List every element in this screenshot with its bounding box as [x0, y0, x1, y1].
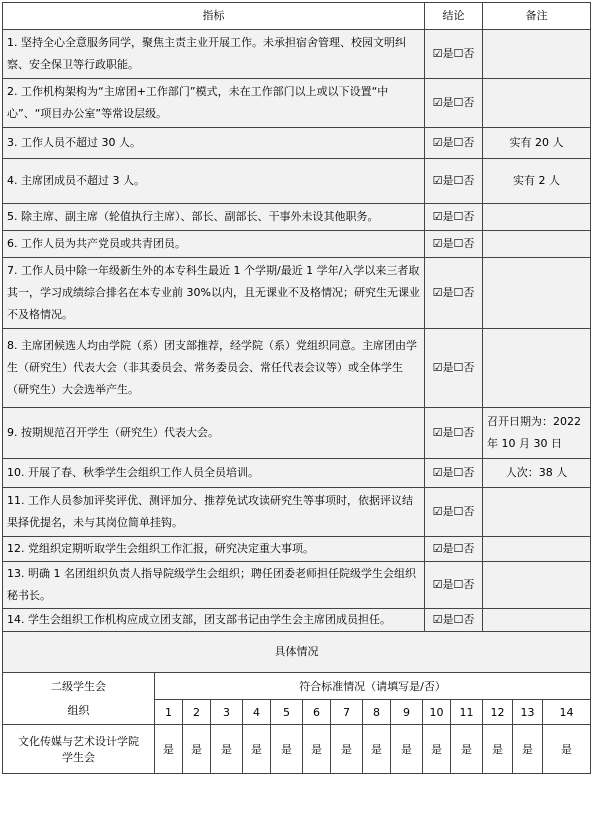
criterion-remark [483, 537, 591, 562]
criterion-result: ☑是☐否 [425, 79, 483, 128]
criterion-remark: 召开日期为：2022 年 10 月 30 日 [483, 408, 591, 459]
header-remark: 备注 [483, 3, 591, 30]
table-row [3, 79, 591, 128]
specific-situation-title: 具体情况 [3, 632, 591, 673]
table-row [3, 488, 591, 537]
compliance-value: 是 [423, 725, 451, 774]
criterion-number: 4 [243, 700, 271, 725]
criterion-number: 12 [483, 700, 513, 725]
org-value-row [3, 725, 591, 774]
criterion-number: 9 [391, 700, 423, 725]
org-name-cell [3, 725, 155, 774]
criterion-text: 4. 主席团成员不超过 3 人。 [3, 159, 425, 204]
table-row [3, 537, 591, 562]
table-row [3, 408, 591, 459]
criterion-result: ☑是☐否 [425, 231, 483, 258]
criterion-remark [483, 258, 591, 329]
criterion-text: 6. 工作人员为共产党员或共青团员。 [3, 231, 425, 258]
criterion-number: 2 [183, 700, 211, 725]
criterion-number: 7 [331, 700, 363, 725]
criterion-result: ☑是☐否 [425, 258, 483, 329]
compliance-value: 是 [451, 725, 483, 774]
criterion-result: ☑是☐否 [425, 159, 483, 204]
compliance-table [2, 672, 591, 774]
criterion-number: 6 [303, 700, 331, 725]
criterion-text: 11. 工作人员参加评奖评优、测评加分、推荐免试攻读研究生等事项时，依据评议结果择优提名，未与其岗位简单挂钩。 [3, 488, 425, 537]
criterion-remark: 实有 2 人 [483, 159, 591, 204]
criterion-number: 13 [513, 700, 543, 725]
criterion-remark [483, 329, 591, 408]
criterion-result: ☑是☐否 [425, 459, 483, 488]
criterion-remark [483, 488, 591, 537]
criterion-remark [483, 562, 591, 609]
compliance-value: 是 [155, 725, 183, 774]
criterion-remark [483, 30, 591, 79]
criterion-remark [483, 204, 591, 231]
compliance-header-row [3, 673, 591, 700]
criterion-result: ☑是☐否 [425, 609, 483, 632]
criterion-text: 10. 开展了春、秋季学生会组织工作人员全员培训。 [3, 459, 425, 488]
criterion-result: ☑是☐否 [425, 30, 483, 79]
criterion-remark: 实有 20 人 [483, 128, 591, 159]
criterion-text: 12. 党组织定期听取学生会组织工作汇报，研究决定重大事项。 [3, 537, 425, 562]
criterion-remark: 人次：38 人 [483, 459, 591, 488]
compliance-value: 是 [303, 725, 331, 774]
criterion-text: 2. 工作机构架构为“主席团+工作部门”模式，未在工作部门以上或以下设置“中心”、“项目办公室”等常设层级。 [3, 79, 425, 128]
table-row [3, 258, 591, 329]
criterion-number: 1 [155, 700, 183, 725]
org-name-line1: 文化传媒与艺术设计学院 [18, 735, 139, 748]
criterion-number: 11 [451, 700, 483, 725]
table-row [3, 562, 591, 609]
criterion-text: 7. 工作人员中除一年级新生外的本专科生最近 1 个学期/最近 1 学年/入学以来三者取其一，学习成绩综合排名在本专业前 30%以内，且无课业不及格情况；研究生无课业不及格情况。 [3, 258, 425, 329]
criterion-number: 8 [363, 700, 391, 725]
criterion-result: ☑是☐否 [425, 562, 483, 609]
criterion-number: 3 [211, 700, 243, 725]
criterion-result: ☑是☐否 [425, 128, 483, 159]
compliance-value: 是 [331, 725, 363, 774]
specific-situation-row [3, 632, 591, 673]
criterion-text: 3. 工作人员不超过 30 人。 [3, 128, 425, 159]
table-row [3, 609, 591, 632]
criterion-result: ☑是☐否 [425, 537, 483, 562]
table-row [3, 30, 591, 79]
criterion-text: 9. 按期规范召开学生（研究生）代表大会。 [3, 408, 425, 459]
org-label-line2: 组织 [67, 703, 90, 717]
table-row [3, 459, 591, 488]
header-indicator: 指标 [3, 3, 425, 30]
compliance-value: 是 [211, 725, 243, 774]
criteria-table [2, 2, 591, 673]
criterion-result: ☑是☐否 [425, 204, 483, 231]
compliance-value: 是 [271, 725, 303, 774]
criterion-number: 5 [271, 700, 303, 725]
criterion-text: 13. 明确 1 名团组织负责人指导院级学生会组织；聘任团委老师担任院级学生会组织秘书长。 [3, 562, 425, 609]
criterion-remark [483, 79, 591, 128]
compliance-value: 是 [543, 725, 591, 774]
criterion-text: 8. 主席团候选人均由学院（系）团支部推荐，经学院（系）党组织同意。主席团由学生（研究生）代表大会（非其委员会、常务委员会、常任代表会议等）或全体学生（研究生）大会选举产生。 [3, 329, 425, 408]
criterion-result: ☑是☐否 [425, 488, 483, 537]
compliance-value: 是 [483, 725, 513, 774]
criterion-remark [483, 609, 591, 632]
header-conclusion: 结论 [425, 3, 483, 30]
table-row [3, 231, 591, 258]
table-row [3, 204, 591, 231]
table-row [3, 329, 591, 408]
criterion-text: 1. 坚持全心全意服务同学，聚焦主责主业开展工作。未承担宿舍管理、校园文明纠察、安全保卫等行政职能。 [3, 30, 425, 79]
compliance-value: 是 [391, 725, 423, 774]
table-row [3, 128, 591, 159]
compliance-value: 是 [513, 725, 543, 774]
criterion-number: 10 [423, 700, 451, 725]
compliance-value: 是 [183, 725, 211, 774]
org-name-line2: 学生会 [62, 751, 95, 764]
criterion-result: ☑是☐否 [425, 329, 483, 408]
compliance-value: 是 [363, 725, 391, 774]
org-header [3, 673, 155, 725]
table-row [3, 159, 591, 204]
criterion-remark [483, 231, 591, 258]
standard-label: 符合标准情况（请填写是/否） [155, 673, 591, 700]
criterion-text: 5. 除主席、副主席（轮值执行主席）、部长、副部长、干事外未设其他职务。 [3, 204, 425, 231]
compliance-value: 是 [243, 725, 271, 774]
table-header-row [3, 3, 591, 30]
org-label-line1: 二级学生会 [51, 679, 106, 693]
criterion-text: 14. 学生会组织工作机构应成立团支部，团支部书记由学生会主席团成员担任。 [3, 609, 425, 632]
criterion-number: 14 [543, 700, 591, 725]
criterion-result: ☑是☐否 [425, 408, 483, 459]
